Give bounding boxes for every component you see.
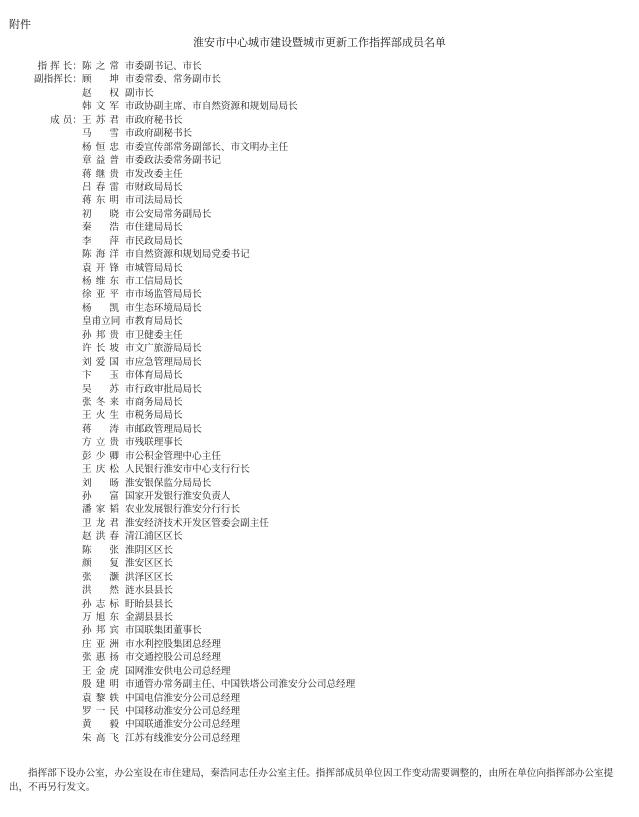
member-row	[0, 288, 639, 301]
member-post: 中国联通淮安分公司总经理	[125, 719, 241, 731]
member-name: 王火生	[82, 410, 119, 422]
member-row	[0, 73, 639, 86]
member-row	[0, 60, 639, 73]
member-name: 袁开锋	[82, 262, 119, 274]
member-name: 孙邦贵	[82, 329, 119, 341]
member-row	[0, 194, 639, 207]
member-name: 张惠扬	[82, 652, 119, 664]
member-name: 黄毅	[82, 719, 119, 731]
member-name: 洪然	[82, 585, 119, 597]
member-role: 成 员：	[50, 114, 82, 126]
member-name: 赵权	[82, 87, 119, 99]
member-name: 许长坡	[82, 343, 119, 355]
member-row	[0, 705, 639, 718]
member-role: 指 挥 长：	[37, 61, 82, 72]
member-row	[0, 114, 639, 127]
member-post: 市体育局局长	[125, 370, 183, 382]
member-post: 中国电信淮安分公司总经理	[125, 692, 241, 704]
member-row	[0, 624, 639, 637]
member-post: 市委政法委常务副书记	[125, 155, 221, 167]
member-row	[0, 208, 639, 221]
member-name: 万旭东	[82, 611, 119, 623]
member-row	[0, 329, 639, 342]
member-row	[0, 369, 639, 382]
member-name: 方立贵	[82, 437, 119, 449]
member-name: 王金虎	[82, 665, 119, 677]
member-row	[0, 571, 639, 584]
member-name: 孙邦宾	[82, 625, 119, 637]
member-post: 国网淮安供电公司总经理	[125, 665, 231, 677]
member-name: 袁黎轶	[82, 692, 119, 704]
member-name: 徐亚平	[82, 289, 119, 301]
member-post: 中国移动淮安分公司总经理	[125, 706, 241, 717]
attachment-label: 附件	[9, 18, 31, 31]
member-name: 秦浩	[82, 222, 119, 234]
member-row	[0, 248, 639, 261]
member-post: 市商务局局长	[125, 396, 183, 408]
member-post: 市卫健委主任	[125, 329, 183, 341]
member-post: 淮安经济技术开发区管委会副主任	[125, 517, 269, 529]
member-row	[0, 530, 639, 543]
member-name: 吕春雷	[82, 181, 119, 193]
member-row	[0, 168, 639, 181]
member-row	[0, 732, 639, 745]
member-post: 市公积金管理中心主任	[125, 450, 221, 462]
member-post: 市税务局局长	[125, 410, 183, 422]
member-role: 副指挥长：	[34, 74, 82, 86]
member-row	[0, 477, 639, 490]
member-row	[0, 503, 639, 516]
member-row	[0, 718, 639, 731]
member-post: 市委常委、常务副市长	[125, 74, 221, 86]
member-name: 孙志标	[82, 598, 119, 610]
member-row	[0, 127, 639, 140]
member-post: 市应急管理局局长	[125, 356, 202, 368]
member-row	[0, 356, 639, 369]
member-post: 市国联集团董事长	[125, 625, 202, 637]
member-name: 孙富	[82, 491, 119, 502]
member-post: 市委宣传部常务副部长、市文明办主任	[125, 141, 289, 153]
member-post: 市政府副秘书长	[125, 128, 193, 140]
member-name: 杨凯	[82, 302, 119, 314]
member-post: 洪泽区区长	[125, 571, 173, 583]
member-post: 副市长	[125, 87, 154, 99]
member-post: 农业发展银行淮安分行行长	[125, 504, 241, 516]
member-post: 淮阴区区长	[125, 544, 173, 556]
member-name: 韩文军	[82, 101, 119, 113]
member-row	[0, 517, 639, 530]
member-post: 市公安局常务副局长	[125, 208, 212, 220]
member-post: 人民银行淮安市中心支行行长	[125, 464, 250, 476]
member-row	[0, 141, 639, 154]
member-row	[0, 463, 639, 476]
member-name: 陈海洋	[82, 249, 119, 261]
member-name: 颜复	[82, 558, 119, 570]
member-name: 章益普	[82, 155, 119, 167]
member-post: 市通管办常务副主任、中国铁塔公司淮安分公司总经理	[125, 679, 356, 691]
member-post: 国家开发银行淮安负责人	[125, 491, 231, 502]
member-post: 市交通控股公司总经理	[125, 652, 221, 664]
member-post: 市生态环境局局长	[125, 302, 202, 314]
member-name: 赵洪春	[82, 531, 119, 543]
member-name: 马雪	[82, 128, 119, 140]
member-row	[0, 100, 639, 113]
member-row	[0, 598, 639, 611]
member-name: 王庆松	[82, 464, 119, 476]
member-row	[0, 235, 639, 248]
member-post: 市司法局局长	[125, 195, 183, 207]
member-post: 市政协副主席、市自然资源和规划局局长	[125, 101, 298, 113]
member-name: 杨恒忠	[82, 141, 119, 153]
member-row	[0, 315, 639, 328]
member-row	[0, 665, 639, 678]
member-name: 庄亚洲	[82, 638, 119, 650]
member-name: 吴苏	[82, 383, 119, 395]
member-row	[0, 544, 639, 557]
member-name: 彭少卿	[82, 450, 119, 462]
member-name: 朱高飞	[82, 732, 119, 744]
member-post: 市邮政管理局局长	[125, 423, 202, 435]
member-row	[0, 154, 639, 167]
member-row	[0, 302, 639, 315]
closing-note: 指挥部下设办公室，办公室设在市住建局，秦浩同志任办公室主任。指挥部成员单位因工作变动需要调整的，由所在单位向指挥部办公室提出，不再另行发文。	[9, 768, 614, 793]
member-list	[0, 60, 639, 745]
member-row	[0, 383, 639, 396]
member-name: 初晓	[82, 208, 119, 220]
member-name: 刘爱国	[82, 356, 119, 368]
member-post: 市教育局局长	[125, 316, 183, 328]
member-post: 市财政局局长	[125, 181, 183, 193]
member-post: 市委副书记、市长	[125, 61, 202, 72]
member-row	[0, 221, 639, 234]
member-post: 盱眙县县长	[125, 598, 173, 610]
member-post: 市自然资源和规划局党委书记	[125, 249, 250, 261]
member-name: 蒋涛	[82, 423, 119, 435]
member-name: 王苏君	[82, 114, 119, 126]
member-row	[0, 87, 639, 100]
member-post: 市住建局局长	[125, 222, 183, 234]
member-row	[0, 678, 639, 691]
member-post: 市行政审批局局长	[125, 383, 202, 395]
member-name: 蒋东明	[82, 195, 119, 207]
member-post: 金湖县县长	[125, 611, 173, 623]
member-name: 刘旸	[82, 477, 119, 489]
member-name: 卫龙君	[82, 517, 119, 529]
member-post: 市市场监管局局长	[125, 289, 202, 301]
member-post: 涟水县县长	[125, 585, 173, 597]
member-row	[0, 423, 639, 436]
document-title: 淮安市中心城市建设暨城市更新工作指挥部成员名单	[193, 36, 446, 49]
member-post: 市发改委主任	[125, 168, 183, 180]
member-name: 殷建明	[82, 679, 119, 691]
member-post: 市民政局局长	[125, 235, 183, 247]
member-row	[0, 262, 639, 275]
member-row	[0, 611, 639, 624]
member-row	[0, 692, 639, 705]
member-post: 市残联理事长	[125, 437, 183, 449]
member-name: 卞玉	[82, 370, 119, 382]
member-name: 陈张	[82, 544, 119, 556]
member-post: 江苏有线淮安分公司总经理	[125, 732, 241, 744]
member-name: 张灏	[82, 571, 119, 583]
member-row	[0, 436, 639, 449]
member-post: 淮安区区长	[125, 558, 173, 570]
member-name: 罗一民	[82, 706, 119, 717]
member-row	[0, 409, 639, 422]
member-post: 市工信局局长	[125, 276, 183, 287]
member-row	[0, 638, 639, 651]
member-name: 张冬来	[82, 396, 119, 408]
member-post: 市水利控股集团总经理	[125, 638, 221, 650]
member-row	[0, 584, 639, 597]
member-post: 市政府秘书长	[125, 114, 183, 126]
member-row	[0, 557, 639, 570]
member-row	[0, 275, 639, 288]
member-name: 皇甫立同	[82, 316, 121, 328]
member-row	[0, 342, 639, 355]
member-post: 淮安银保监分局局长	[125, 477, 212, 489]
member-row	[0, 651, 639, 664]
member-row	[0, 181, 639, 194]
member-name: 蒋继贵	[82, 168, 119, 180]
member-row	[0, 396, 639, 409]
member-name: 杨维东	[82, 276, 119, 287]
member-post: 清江浦区区长	[125, 531, 183, 543]
member-row	[0, 490, 639, 503]
member-row	[0, 450, 639, 463]
member-post: 市城管局局长	[125, 262, 183, 274]
member-name: 潘家韬	[82, 504, 119, 516]
member-name: 陈之常	[82, 61, 119, 72]
member-name: 顾坤	[82, 74, 119, 86]
member-name: 李萍	[82, 235, 119, 247]
member-post: 市文广旅游局局长	[125, 343, 202, 355]
